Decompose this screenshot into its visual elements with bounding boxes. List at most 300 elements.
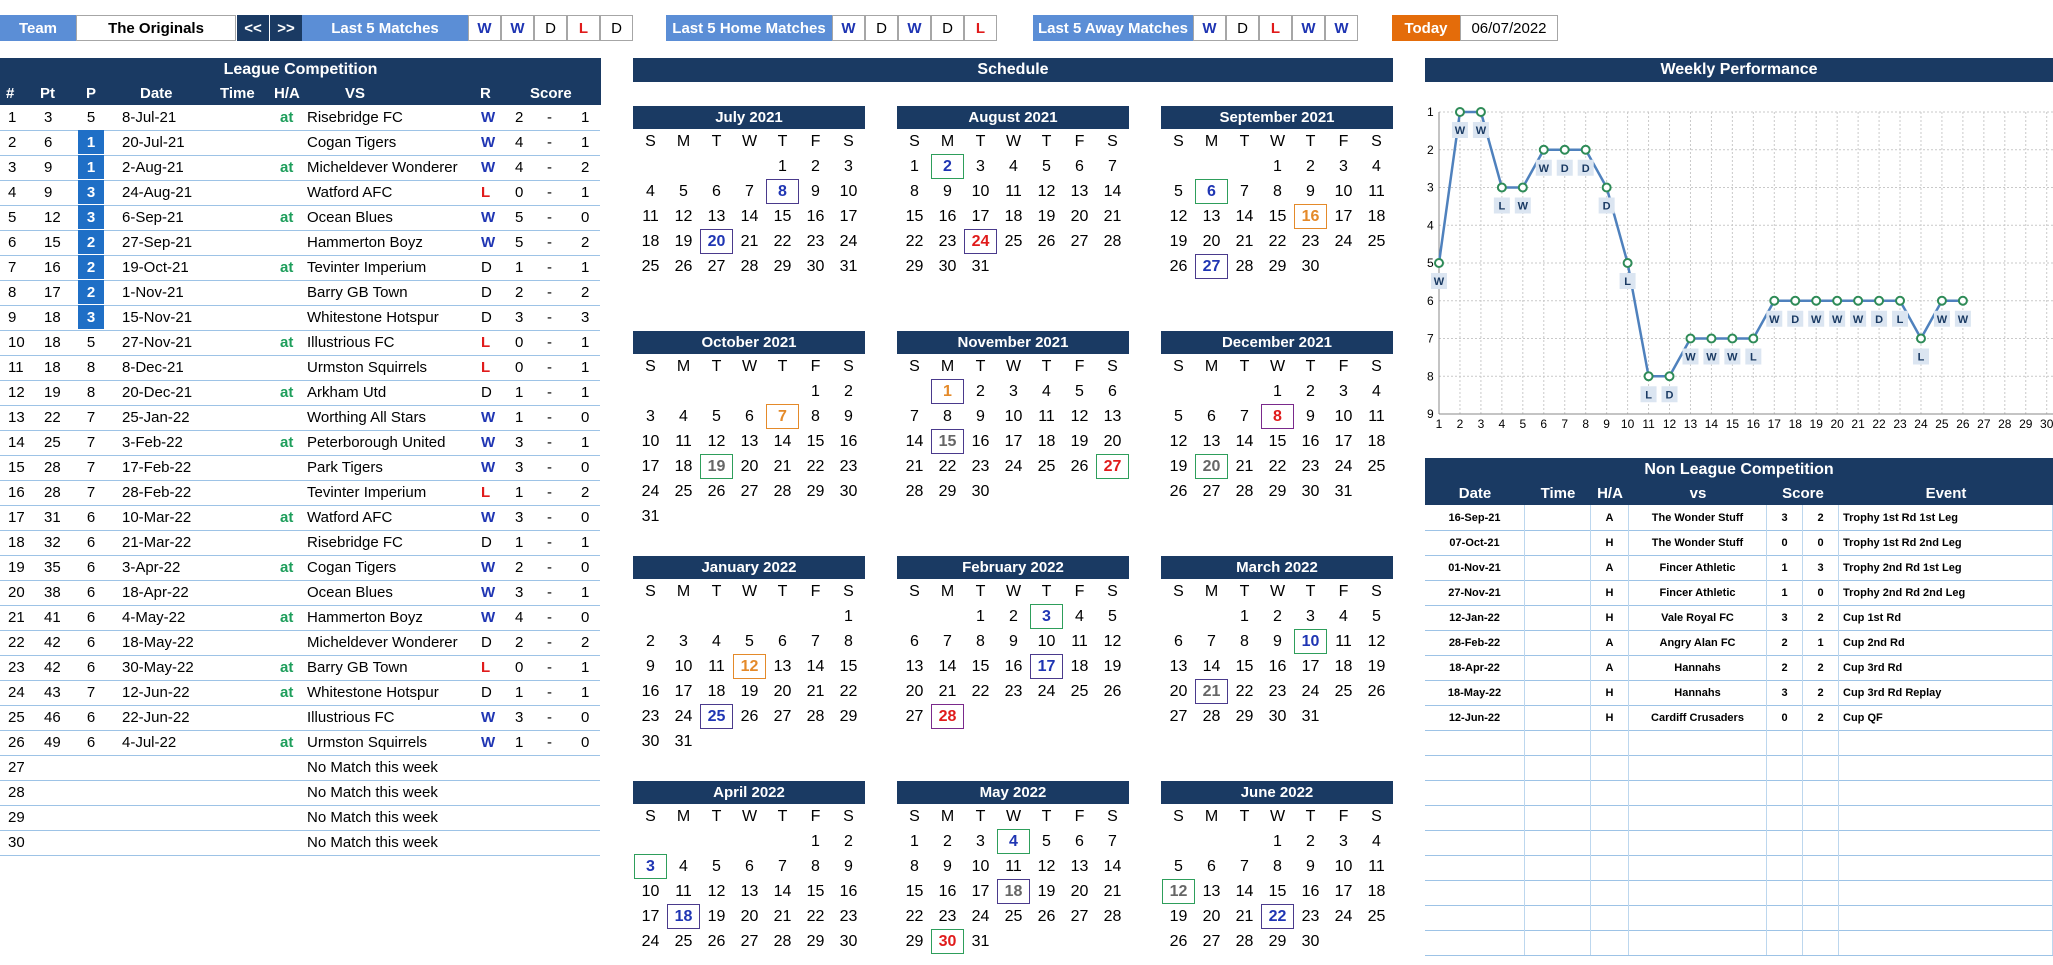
calendar-day[interactable]: 5: [1108, 607, 1117, 625]
match-day[interactable]: 19: [700, 454, 733, 479]
calendar-day[interactable]: 26: [707, 932, 726, 950]
calendar-day[interactable]: 4: [712, 632, 721, 650]
calendar-day[interactable]: 10: [641, 432, 660, 450]
calendar-day[interactable]: 1: [1273, 382, 1282, 400]
calendar-day[interactable]: 6: [745, 857, 754, 875]
calendar-day[interactable]: 30: [1301, 932, 1320, 950]
calendar-day[interactable]: 30: [1268, 707, 1287, 725]
calendar-day[interactable]: 25: [674, 482, 693, 500]
calendar-day[interactable]: 10: [1334, 407, 1353, 425]
calendar-day[interactable]: 19: [1169, 457, 1188, 475]
team-name-field[interactable]: The Originals: [76, 15, 236, 41]
calendar-day[interactable]: 23: [1301, 907, 1320, 925]
calendar-day[interactable]: 1: [976, 607, 985, 625]
calendar-day[interactable]: 16: [1268, 657, 1287, 675]
calendar-day[interactable]: 4: [679, 407, 688, 425]
match-day[interactable]: 8: [1261, 404, 1294, 429]
calendar-day[interactable]: 26: [1103, 682, 1122, 700]
calendar-day[interactable]: 27: [905, 707, 924, 725]
calendar-day[interactable]: 21: [905, 457, 924, 475]
calendar-day[interactable]: 22: [1268, 232, 1287, 250]
calendar-day[interactable]: 16: [641, 682, 660, 700]
calendar-day[interactable]: 1: [844, 607, 853, 625]
match-day[interactable]: 16: [1294, 204, 1327, 229]
match-day[interactable]: 24: [964, 229, 997, 254]
calendar-day[interactable]: 11: [1071, 632, 1088, 650]
calendar-day[interactable]: 30: [806, 257, 825, 275]
calendar-day[interactable]: 13: [1103, 407, 1122, 425]
calendar-day[interactable]: 25: [1037, 457, 1056, 475]
calendar-day[interactable]: 9: [943, 182, 952, 200]
match-day[interactable]: 8: [766, 179, 799, 204]
calendar-day[interactable]: 13: [707, 207, 726, 225]
calendar-day[interactable]: 23: [806, 232, 825, 250]
calendar-day[interactable]: 11: [675, 882, 692, 900]
calendar-day[interactable]: 27: [1070, 232, 1089, 250]
calendar-day[interactable]: 29: [938, 482, 957, 500]
calendar-day[interactable]: 13: [1169, 657, 1188, 675]
calendar-day[interactable]: 23: [938, 232, 957, 250]
calendar-day[interactable]: 2: [943, 832, 952, 850]
calendar-day[interactable]: 20: [740, 457, 759, 475]
calendar-day[interactable]: 6: [745, 407, 754, 425]
calendar-day[interactable]: 16: [839, 432, 858, 450]
calendar-day[interactable]: 15: [773, 207, 792, 225]
calendar-day[interactable]: 25: [1367, 232, 1386, 250]
match-day[interactable]: 20: [700, 229, 733, 254]
calendar-day[interactable]: 17: [1334, 882, 1353, 900]
calendar-day[interactable]: 27: [1202, 482, 1221, 500]
calendar-day[interactable]: 3: [976, 832, 985, 850]
calendar-day[interactable]: 8: [1273, 857, 1282, 875]
calendar-day[interactable]: 15: [971, 657, 990, 675]
calendar-day[interactable]: 3: [844, 157, 853, 175]
calendar-day[interactable]: 2: [844, 832, 853, 850]
calendar-day[interactable]: 19: [1169, 907, 1188, 925]
calendar-day[interactable]: 11: [1368, 857, 1385, 875]
calendar-day[interactable]: 25: [1004, 232, 1023, 250]
calendar-day[interactable]: 17: [1004, 432, 1023, 450]
calendar-day[interactable]: 10: [971, 857, 990, 875]
calendar-day[interactable]: 9: [844, 407, 853, 425]
calendar-day[interactable]: 21: [1235, 457, 1254, 475]
calendar-day[interactable]: 21: [1103, 882, 1122, 900]
calendar-day[interactable]: 11: [708, 657, 725, 675]
calendar-day[interactable]: 20: [1070, 882, 1089, 900]
calendar-day[interactable]: 18: [1004, 207, 1023, 225]
calendar-day[interactable]: 31: [641, 507, 660, 525]
calendar-day[interactable]: 19: [1103, 657, 1122, 675]
calendar-day[interactable]: 8: [943, 407, 952, 425]
calendar-day[interactable]: 24: [1301, 682, 1320, 700]
calendar-day[interactable]: 31: [1334, 482, 1353, 500]
calendar-day[interactable]: 2: [1273, 607, 1282, 625]
calendar-day[interactable]: 18: [1367, 432, 1386, 450]
calendar-day[interactable]: 7: [943, 632, 952, 650]
calendar-day[interactable]: 29: [806, 932, 825, 950]
calendar-day[interactable]: 1: [910, 157, 919, 175]
match-day[interactable]: 17: [1030, 654, 1063, 679]
calendar-day[interactable]: 2: [646, 632, 655, 650]
calendar-day[interactable]: 14: [806, 657, 825, 675]
calendar-day[interactable]: 11: [675, 432, 692, 450]
calendar-day[interactable]: 3: [1339, 382, 1348, 400]
match-day[interactable]: 27: [1096, 454, 1129, 479]
calendar-day[interactable]: 30: [971, 482, 990, 500]
calendar-day[interactable]: 14: [1103, 182, 1122, 200]
calendar-day[interactable]: 16: [806, 207, 825, 225]
calendar-day[interactable]: 12: [674, 207, 693, 225]
calendar-day[interactable]: 14: [1235, 432, 1254, 450]
calendar-day[interactable]: 13: [1202, 882, 1221, 900]
calendar-day[interactable]: 13: [740, 882, 759, 900]
calendar-day[interactable]: 14: [1103, 857, 1122, 875]
calendar-day[interactable]: 8: [844, 632, 853, 650]
calendar-day[interactable]: 4: [1042, 382, 1051, 400]
calendar-day[interactable]: 8: [811, 857, 820, 875]
calendar-day[interactable]: 3: [1339, 157, 1348, 175]
calendar-day[interactable]: 2: [1306, 832, 1315, 850]
calendar-day[interactable]: 31: [674, 732, 693, 750]
calendar-day[interactable]: 14: [1202, 657, 1221, 675]
calendar-day[interactable]: 12: [1103, 632, 1122, 650]
calendar-day[interactable]: 12: [1070, 407, 1089, 425]
calendar-day[interactable]: 17: [1334, 432, 1353, 450]
calendar-day[interactable]: 15: [1268, 207, 1287, 225]
calendar-day[interactable]: 9: [844, 857, 853, 875]
calendar-day[interactable]: 8: [910, 857, 919, 875]
calendar-day[interactable]: 15: [806, 882, 825, 900]
calendar-day[interactable]: 4: [1372, 157, 1381, 175]
calendar-day[interactable]: 21: [740, 232, 759, 250]
calendar-day[interactable]: 12: [707, 882, 726, 900]
calendar-day[interactable]: 4: [1339, 607, 1348, 625]
calendar-day[interactable]: 29: [1268, 482, 1287, 500]
calendar-day[interactable]: 2: [1009, 607, 1018, 625]
calendar-day[interactable]: 13: [1202, 432, 1221, 450]
calendar-day[interactable]: 22: [806, 907, 825, 925]
calendar-day[interactable]: 24: [1334, 907, 1353, 925]
match-day[interactable]: 1: [931, 379, 964, 404]
calendar-day[interactable]: 11: [1368, 407, 1385, 425]
match-day[interactable]: 2: [931, 154, 964, 179]
calendar-day[interactable]: 26: [1037, 907, 1056, 925]
calendar-day[interactable]: 29: [905, 932, 924, 950]
calendar-day[interactable]: 20: [1103, 432, 1122, 450]
calendar-day[interactable]: 19: [1169, 232, 1188, 250]
today-date-field[interactable]: 06/07/2022: [1460, 15, 1558, 41]
calendar-day[interactable]: 25: [1367, 907, 1386, 925]
calendar-day[interactable]: 27: [740, 932, 759, 950]
calendar-day[interactable]: 18: [1367, 207, 1386, 225]
match-day[interactable]: 4: [997, 829, 1030, 854]
calendar-day[interactable]: 1: [811, 832, 820, 850]
calendar-day[interactable]: 13: [1070, 857, 1089, 875]
calendar-day[interactable]: 5: [1174, 182, 1183, 200]
calendar-day[interactable]: 1: [778, 157, 787, 175]
calendar-day[interactable]: 8: [811, 407, 820, 425]
calendar-day[interactable]: 5: [1075, 382, 1084, 400]
calendar-day[interactable]: 14: [1235, 882, 1254, 900]
calendar-day[interactable]: 15: [806, 432, 825, 450]
calendar-day[interactable]: 3: [1339, 832, 1348, 850]
calendar-day[interactable]: 21: [1235, 907, 1254, 925]
calendar-day[interactable]: 26: [1169, 482, 1188, 500]
calendar-day[interactable]: 7: [1240, 857, 1249, 875]
calendar-day[interactable]: 20: [1169, 682, 1188, 700]
calendar-day[interactable]: 17: [641, 907, 660, 925]
calendar-day[interactable]: 29: [806, 482, 825, 500]
match-day[interactable]: 12: [733, 654, 766, 679]
calendar-day[interactable]: 20: [740, 907, 759, 925]
calendar-day[interactable]: 10: [1037, 632, 1056, 650]
calendar-day[interactable]: 14: [1235, 207, 1254, 225]
calendar-day[interactable]: 10: [1334, 182, 1353, 200]
calendar-day[interactable]: 5: [745, 632, 754, 650]
calendar-day[interactable]: 11: [1335, 632, 1352, 650]
calendar-day[interactable]: 19: [707, 907, 726, 925]
calendar-day[interactable]: 7: [1207, 632, 1216, 650]
calendar-day[interactable]: 31: [971, 932, 990, 950]
calendar-day[interactable]: 28: [806, 707, 825, 725]
calendar-day[interactable]: 17: [641, 457, 660, 475]
calendar-day[interactable]: 5: [712, 407, 721, 425]
calendar-day[interactable]: 15: [905, 882, 924, 900]
calendar-day[interactable]: 7: [1240, 182, 1249, 200]
calendar-day[interactable]: 6: [1108, 382, 1117, 400]
calendar-day[interactable]: 9: [976, 407, 985, 425]
calendar-day[interactable]: 12: [1169, 207, 1188, 225]
calendar-day[interactable]: 22: [971, 682, 990, 700]
calendar-day[interactable]: 11: [1038, 407, 1055, 425]
calendar-day[interactable]: 2: [811, 157, 820, 175]
match-day[interactable]: 20: [1195, 454, 1228, 479]
match-day[interactable]: 18: [667, 904, 700, 929]
calendar-day[interactable]: 17: [971, 882, 990, 900]
calendar-day[interactable]: 25: [641, 257, 660, 275]
calendar-day[interactable]: 9: [811, 182, 820, 200]
calendar-day[interactable]: 6: [910, 632, 919, 650]
match-day[interactable]: 21: [1195, 679, 1228, 704]
calendar-day[interactable]: 16: [839, 882, 858, 900]
calendar-day[interactable]: 11: [1005, 182, 1022, 200]
calendar-day[interactable]: 3: [1009, 382, 1018, 400]
calendar-day[interactable]: 19: [1037, 882, 1056, 900]
calendar-day[interactable]: 1: [1273, 832, 1282, 850]
calendar-day[interactable]: 8: [1240, 632, 1249, 650]
calendar-day[interactable]: 6: [1075, 157, 1084, 175]
calendar-day[interactable]: 4: [1009, 157, 1018, 175]
calendar-day[interactable]: 26: [1169, 257, 1188, 275]
calendar-day[interactable]: 26: [1070, 457, 1089, 475]
calendar-day[interactable]: 21: [938, 682, 957, 700]
calendar-day[interactable]: 2: [976, 382, 985, 400]
calendar-day[interactable]: 3: [1306, 607, 1315, 625]
calendar-day[interactable]: 10: [1334, 857, 1353, 875]
calendar-day[interactable]: 17: [971, 207, 990, 225]
calendar-day[interactable]: 29: [773, 257, 792, 275]
calendar-day[interactable]: 15: [905, 207, 924, 225]
match-day[interactable]: 30: [931, 929, 964, 954]
calendar-day[interactable]: 5: [712, 857, 721, 875]
calendar-day[interactable]: 14: [905, 432, 924, 450]
calendar-day[interactable]: 23: [839, 907, 858, 925]
calendar-day[interactable]: 13: [905, 657, 924, 675]
calendar-day[interactable]: 6: [1174, 632, 1183, 650]
calendar-day[interactable]: 8: [976, 632, 985, 650]
calendar-day[interactable]: 22: [905, 232, 924, 250]
calendar-day[interactable]: 29: [1268, 257, 1287, 275]
calendar-day[interactable]: 1: [1273, 157, 1282, 175]
calendar-day[interactable]: 21: [773, 907, 792, 925]
calendar-day[interactable]: 1: [1240, 607, 1249, 625]
calendar-day[interactable]: 3: [679, 632, 688, 650]
calendar-day[interactable]: 30: [938, 257, 957, 275]
prev-team-button[interactable]: <<: [237, 15, 269, 41]
calendar-day[interactable]: 23: [1301, 232, 1320, 250]
calendar-day[interactable]: 28: [740, 257, 759, 275]
calendar-day[interactable]: 24: [674, 707, 693, 725]
match-day[interactable]: 3: [1030, 604, 1063, 629]
match-day[interactable]: 22: [1261, 904, 1294, 929]
calendar-day[interactable]: 15: [1235, 657, 1254, 675]
match-day[interactable]: 10: [1294, 629, 1327, 654]
calendar-day[interactable]: 23: [1301, 457, 1320, 475]
calendar-day[interactable]: 10: [839, 182, 858, 200]
calendar-day[interactable]: 12: [707, 432, 726, 450]
calendar-day[interactable]: 23: [938, 907, 957, 925]
next-team-button[interactable]: >>: [270, 15, 302, 41]
calendar-day[interactable]: 6: [712, 182, 721, 200]
calendar-day[interactable]: 31: [839, 257, 858, 275]
match-day[interactable]: 12: [1162, 879, 1195, 904]
calendar-day[interactable]: 19: [1070, 432, 1089, 450]
calendar-day[interactable]: 11: [642, 207, 659, 225]
calendar-day[interactable]: 6: [1207, 407, 1216, 425]
calendar-day[interactable]: 24: [1334, 232, 1353, 250]
calendar-day[interactable]: 24: [641, 482, 660, 500]
calendar-day[interactable]: 23: [1004, 682, 1023, 700]
calendar-day[interactable]: 15: [1268, 432, 1287, 450]
calendar-day[interactable]: 27: [773, 707, 792, 725]
calendar-day[interactable]: 18: [641, 232, 660, 250]
calendar-day[interactable]: 28: [773, 482, 792, 500]
calendar-day[interactable]: 10: [971, 182, 990, 200]
match-day[interactable]: 15: [931, 429, 964, 454]
match-day[interactable]: 25: [700, 704, 733, 729]
calendar-day[interactable]: 25: [1004, 907, 1023, 925]
calendar-day[interactable]: 16: [1004, 657, 1023, 675]
calendar-day[interactable]: 19: [674, 232, 693, 250]
calendar-day[interactable]: 18: [707, 682, 726, 700]
calendar-day[interactable]: 1: [910, 832, 919, 850]
calendar-day[interactable]: 4: [1372, 832, 1381, 850]
calendar-day[interactable]: 11: [1005, 857, 1022, 875]
calendar-day[interactable]: 9: [646, 657, 655, 675]
calendar-day[interactable]: 28: [1103, 907, 1122, 925]
calendar-day[interactable]: 10: [1004, 407, 1023, 425]
calendar-day[interactable]: 18: [1070, 657, 1089, 675]
calendar-day[interactable]: 16: [1301, 432, 1320, 450]
calendar-day[interactable]: 21: [1235, 232, 1254, 250]
calendar-day[interactable]: 18: [1037, 432, 1056, 450]
calendar-day[interactable]: 29: [839, 707, 858, 725]
calendar-day[interactable]: 27: [1169, 707, 1188, 725]
calendar-day[interactable]: 13: [1070, 182, 1089, 200]
calendar-day[interactable]: 6: [778, 632, 787, 650]
calendar-day[interactable]: 7: [910, 407, 919, 425]
calendar-day[interactable]: 20: [1070, 207, 1089, 225]
calendar-day[interactable]: 23: [1268, 682, 1287, 700]
calendar-day[interactable]: 29: [1235, 707, 1254, 725]
calendar-day[interactable]: 7: [811, 632, 820, 650]
calendar-day[interactable]: 7: [1108, 157, 1117, 175]
calendar-day[interactable]: 30: [1301, 482, 1320, 500]
calendar-day[interactable]: 12: [1037, 857, 1056, 875]
calendar-day[interactable]: 14: [773, 432, 792, 450]
calendar-day[interactable]: 22: [938, 457, 957, 475]
calendar-day[interactable]: 24: [1037, 682, 1056, 700]
calendar-day[interactable]: 17: [839, 207, 858, 225]
calendar-day[interactable]: 22: [773, 232, 792, 250]
calendar-day[interactable]: 17: [1334, 207, 1353, 225]
calendar-day[interactable]: 4: [646, 182, 655, 200]
calendar-day[interactable]: 26: [1037, 232, 1056, 250]
calendar-day[interactable]: 16: [971, 432, 990, 450]
calendar-day[interactable]: 20: [1202, 907, 1221, 925]
calendar-day[interactable]: 31: [1301, 707, 1320, 725]
calendar-day[interactable]: 24: [839, 232, 858, 250]
calendar-day[interactable]: 25: [1070, 682, 1089, 700]
calendar-day[interactable]: 10: [641, 882, 660, 900]
calendar-day[interactable]: 5: [1372, 607, 1381, 625]
calendar-day[interactable]: 21: [1103, 207, 1122, 225]
calendar-day[interactable]: 28: [1235, 482, 1254, 500]
calendar-day[interactable]: 14: [773, 882, 792, 900]
calendar-day[interactable]: 2: [844, 382, 853, 400]
calendar-day[interactable]: 8: [1273, 182, 1282, 200]
calendar-day[interactable]: 30: [839, 932, 858, 950]
calendar-day[interactable]: 23: [971, 457, 990, 475]
calendar-day[interactable]: 21: [773, 457, 792, 475]
calendar-day[interactable]: 25: [674, 932, 693, 950]
calendar-day[interactable]: 24: [1004, 457, 1023, 475]
calendar-day[interactable]: 8: [910, 182, 919, 200]
calendar-day[interactable]: 25: [1334, 682, 1353, 700]
calendar-day[interactable]: 14: [740, 207, 759, 225]
calendar-day[interactable]: 15: [1268, 882, 1287, 900]
calendar-day[interactable]: 7: [1108, 832, 1117, 850]
match-day[interactable]: 18: [997, 879, 1030, 904]
calendar-day[interactable]: 17: [1301, 657, 1320, 675]
match-day[interactable]: 28: [931, 704, 964, 729]
calendar-day[interactable]: 26: [1169, 932, 1188, 950]
calendar-day[interactable]: 9: [1306, 857, 1315, 875]
calendar-day[interactable]: 22: [1268, 457, 1287, 475]
calendar-day[interactable]: 5: [1042, 157, 1051, 175]
calendar-day[interactable]: 7: [778, 857, 787, 875]
calendar-day[interactable]: 16: [938, 882, 957, 900]
calendar-day[interactable]: 6: [1207, 857, 1216, 875]
calendar-day[interactable]: 18: [1367, 882, 1386, 900]
calendar-day[interactable]: 27: [707, 257, 726, 275]
calendar-day[interactable]: 22: [905, 907, 924, 925]
calendar-day[interactable]: 5: [679, 182, 688, 200]
calendar-day[interactable]: 5: [1042, 832, 1051, 850]
calendar-day[interactable]: 26: [1367, 682, 1386, 700]
calendar-day[interactable]: 21: [806, 682, 825, 700]
calendar-day[interactable]: 18: [674, 457, 693, 475]
